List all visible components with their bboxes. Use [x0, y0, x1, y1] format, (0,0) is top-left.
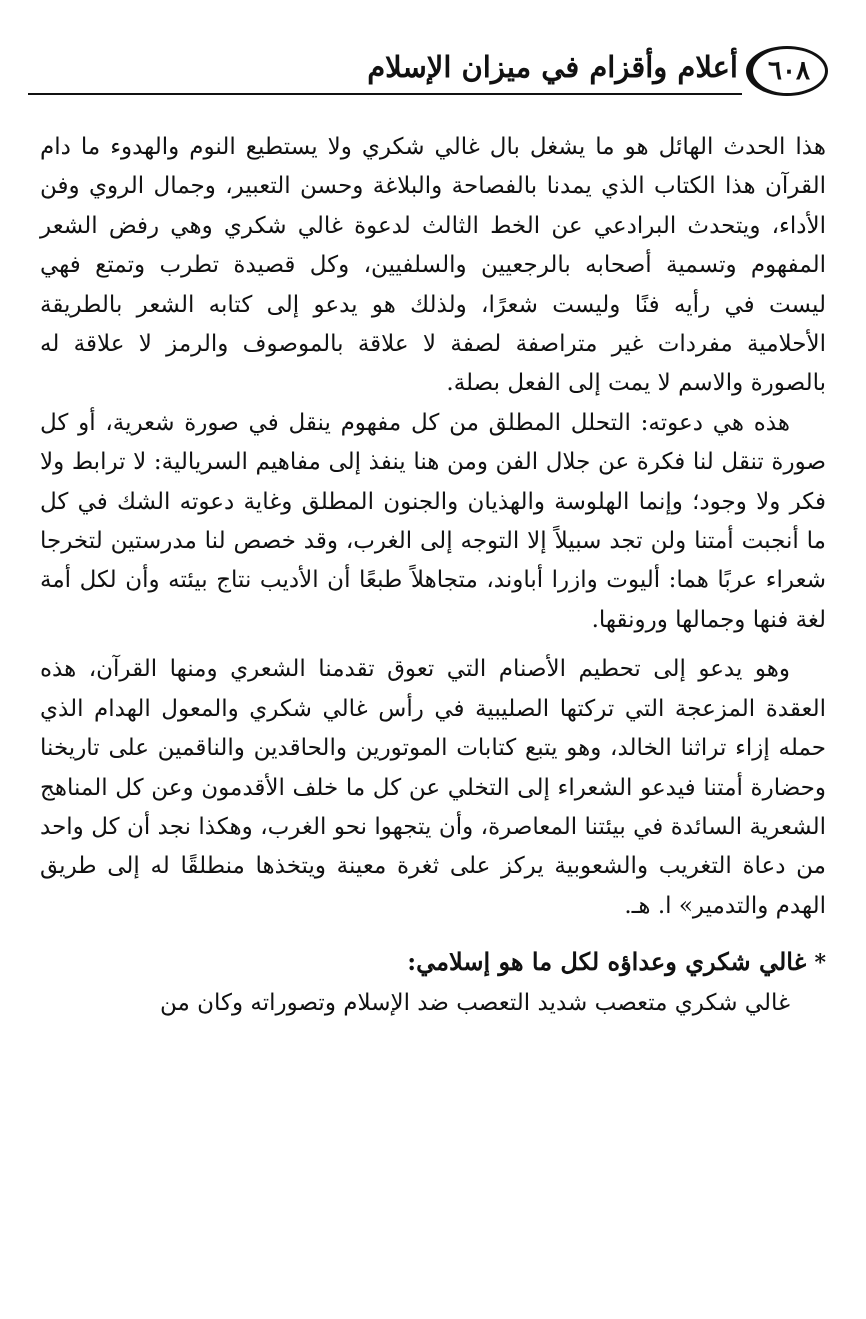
section-heading [40, 942, 826, 983]
section-heading-text: غالي شكري وعداؤه لكل ما هو إسلامي: [407, 947, 807, 977]
paragraph-1: هذا الحدث الهائل هو ما يشغل بال غالي شكري ولا يستطيع النوم والهدوء ما دام القرآن هذا الكتاب الذي يمدنا بالفصاحة والبلاغة وحسن التعبير، وجمال الروي وفن الأداء، ويتحدث البرادعي عن الخط الثالث لدعوة غالي شكري وهي رفض الشعر المفهوم وتسمية أصحابه بالرجعيين والسلفيين، وكل قصيدة تطرب وتمتع فهي ليست في رأيه فنًا وليست شعرًا، ولذلك هو يدعو إلى كتابه الشعر بالطريقة الأحلامية مفردات غير متراصفة لصفة لا علاقة بالموصوف والرمز لا علاقة له بالصورة والاسم لا يمت إلى الفعل بصلة. [40, 134, 826, 397]
page-number: ٦٠٨ [746, 46, 828, 96]
page-header [28, 46, 828, 116]
paragraph-2: هذه هي دعوته: التحلل المطلق من كل مفهوم ينقل في صورة شعرية، أو كل صورة تنقل لنا فكرة عن جلال الفن ومن هنا ينفذ إلى مفاهيم السريالية: لا ترابط ولا فكر ولا وجود؛ وإنما الهلوسة والهذيان والجنون المطلق وغاية دعوته الشك في كل ما أنجبت أمتنا ولن تجد سبيلاً إلا التوجه إلى الغرب، وقد خصص لنا مدرستين لتخرجا شعراء عربًا هما: أليوت وازرا أباوند، متجاهلاً طبعًا أن الأديب نتاج بيئته وأن لكل أمة لغة فنها وجمالها ورونقها. [40, 409, 826, 633]
body-text [40, 128, 826, 1023]
paragraph-4: غالي شكري متعصب شديد التعصب ضد الإسلام وتصوراته وكان من [159, 989, 790, 1016]
header-rule [28, 93, 742, 95]
asterisk-marker: * [814, 950, 826, 977]
running-title: أعلام وأقزام في ميزان الإسلام [367, 50, 738, 84]
paragraph-3: وهو يدعو إلى تحطيم الأصنام التي تعوق تقدمنا الشعري ومنها القرآن، هذه العقدة المزعجة التي تركتها الصليبية في رأس غالي شكري والمعول الهدام الذي حمله إزاء تراثنا الخالد، وهو يتبع كتابات الموتورين والحاقدين والناقمين على تاريخنا وحضارة أمتنا فيدعو الشعراء إلى التخلي عن كل ما خلف الأقدمون وعن كل المناهج الشعرية السائدة في بيئتنا المعاصرة، وأن يتجهوا نحو الغرب، وهكذا نجد أن كل واحد من دعاة التغريب والشعوبية يركز على ثغرة معينة ويتخذها منطلقًا له إلى طريق الهدم والتدمير» ا. هـ. [40, 656, 826, 919]
